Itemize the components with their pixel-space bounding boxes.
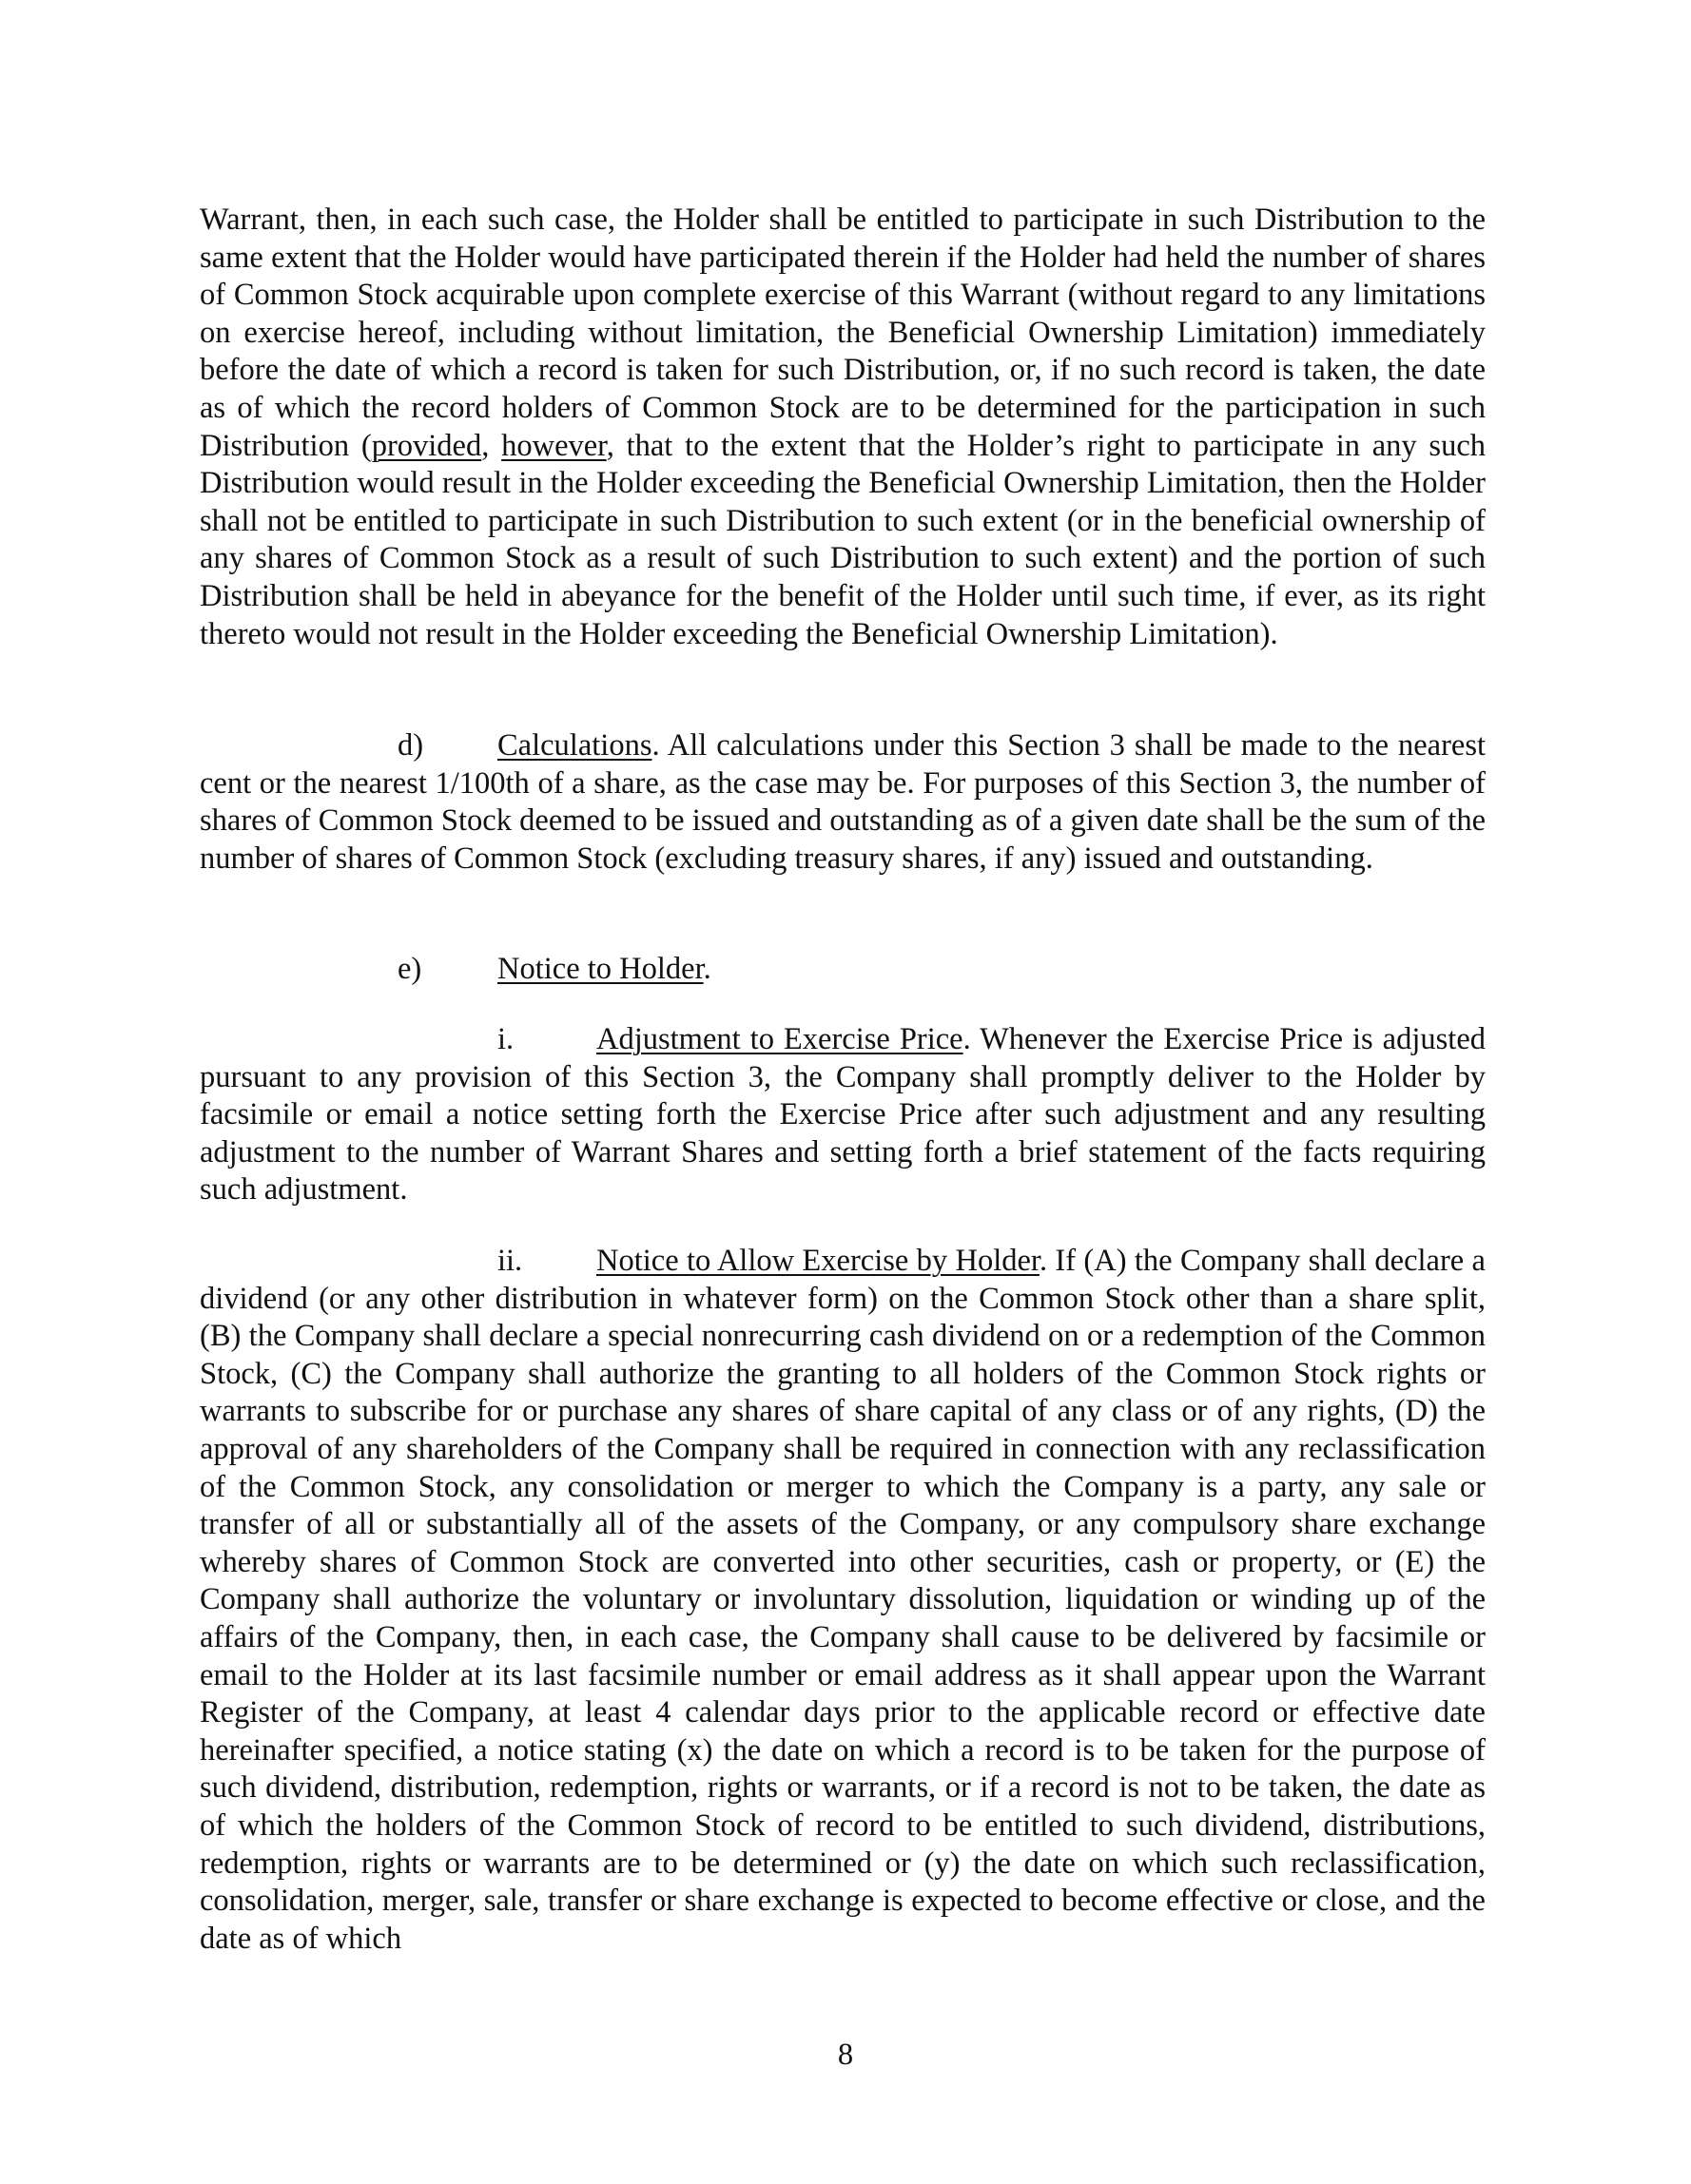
paragraph-distribution-participation — [200, 202, 1486, 653]
section-e-i-heading: Adjustment to Exercise Price — [596, 1022, 963, 1056]
provided-term: provided — [371, 428, 482, 463]
section-e-ii-label: ii. — [497, 1244, 523, 1278]
paragraph-text-b: , that to the extent that the Holder’s right to participate in any such Distribution would result in the Holder exceeding the Beneficial Ownership Limitation, then the Holder shall not be entitled to participate in such Distribution to such extent (or in the beneficial ownership of any shares of Common Stock as a result of such Distribution to such extent) and the portion of such Distribution shall be held in abeyance for the benefit of the Holder until such time, if ever, as its right thereto would not result in the Holder exceeding the Beneficial Ownership Limitation). — [200, 428, 1487, 651]
section-e-i-adjustment — [200, 1021, 1486, 1209]
section-e-ii-notice-exercise — [200, 1243, 1486, 1958]
section-d-body: . All calculations under this Section 3 shall be made to the nearest cent or the nearest 1/100th of a share, as the case may be. For purposes of this Section 3, the number of shares of Common Stock deemed to be issued and outstanding as of a given date shall be the sum of the number of shares of Common Stock (excluding treasury shares, if any) issued and outstanding. — [200, 728, 1486, 876]
section-e-notice-to-holder — [200, 951, 1486, 989]
section-e-ii-heading: Notice to Allow Exercise by Holder — [596, 1244, 1040, 1278]
section-e-i-body: . Whenever the Exercise Price is adjusted pursuant to any provision of this Section 3, the Company shall promptly deliver to the Holder by facsimile or email a notice setting forth the Exercise Price after such adjustment and any resulting adjustment to the number of Warrant Shares and setting forth a brief statement of the facts requiring such adjustment. — [200, 1022, 1486, 1208]
page-number: 8 — [837, 2038, 854, 2072]
section-e-heading: Notice to Holder — [497, 952, 704, 986]
section-d-label: d) — [398, 728, 424, 763]
paragraph-text-a: Warrant, then, in each such case, the Holder shall be entitled to participate in such Distribution to the same extent that the Holder would have participated therein if the Holder had held the number of shares of Common Stock acquirable upon complete exercise of this Warrant (without regard to any limitations on exercise hereof, including without limitation, the Beneficial Ownership Limitation) immediately before the date of which a record is taken for such Distribution, or, if no such record is taken, the date as of which the record holders of Common Stock are to be determined for the participation in such Distribution ( — [200, 203, 1486, 463]
section-e-body: . — [703, 952, 711, 986]
comma-separator: , — [481, 428, 502, 463]
section-d-calculations — [200, 727, 1486, 878]
section-e-label: e) — [398, 952, 422, 986]
section-e-ii-body: . If (A) the Company shall declare a dividend (or any other distribution in whatever form) on the Common Stock other than a share split, (B) the Company shall declare a special nonrecurring cash dividend on or a redemption of the Common Stock, (C) the Company shall authorize the granting to all holders of the Common Stock rights or warrants to subscribe for or purchase any shares of share capital of any class or of any rights, (D) the approval of any shareholders of the Company shall be required in connection with any reclassification of the Common Stock, any consolidation or merger to which the Company is a party, any sale or transfer of all or substantially all of the assets of the Company, or any compulsory share exchange whereby shares of Common Stock are converted into other securities, cash or property, or (E) the Company shall authorize the voluntary or involuntary dissolution, liquidation or winding up of the affairs of the Company, then, in each case, the Company shall cause to be delivered by facsimile or email to the Holder at its last facsimile number or email address as it shall appear upon the Warrant Register of the Company, at least 4 calendar days prior to the applicable record or effective date hereinafter specified, a notice stating (x) the date on which a record is to be taken for the purpose of such dividend, distribution, redemption, rights or warrants, or if a record is not to be taken, the date as of which the holders of the Common Stock of record to be entitled to such dividend, distributions, redemption, rights or warrants are to be determined or (y) the date on which such reclassification, consolidation, merger, sale, transfer or share exchange is expected to become effective or close, and the date as of which — [200, 1244, 1486, 1956]
section-d-heading: Calculations — [497, 728, 652, 763]
however-term: however — [501, 428, 607, 463]
section-e-i-label: i. — [497, 1022, 515, 1056]
